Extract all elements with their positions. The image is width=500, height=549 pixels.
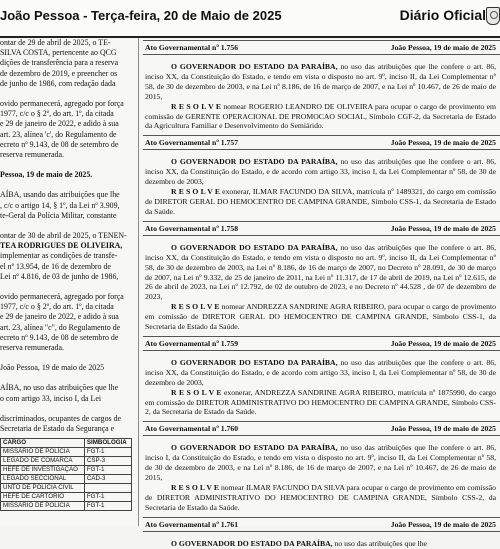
act-intro: O GOVERNADOR DO ESTADO DA PARAÍBA, no uso das atribuições que lhe confere o art. 86, inciso XX, da Constituição do Estado, e tendo em vista o disposto no art. 9º, inciso II, da Lei Complementar nº 58, de 30 de dezembro de 2003, na Lei nº 8.186, de 16 de março de 2007, no Decreto nº 28.091, de 30 de março de 2007, na Lei nº 9.332, de 25 de janeiro de 2011, na Lei nº 11.317, de 17 de abril de 2019, na Lei nº 12.615, de 26 de abril de 2023, na Lei nº 12.792, de 02 de outubro de 2023, e no Decreto nº 44.528 , de 07 de dezembro de 2023, <box>145 242 497 302</box>
table-header-cell: CARGO <box>1 439 85 448</box>
left-line: 1977, c/c o § 2º, do art. 1º, da citada <box>0 302 114 312</box>
left-signature: João Pessoa, 19 de maio de 2025 <box>0 363 105 373</box>
act-resolution <box>145 102 496 132</box>
act-intro: O GOVERNADOR DO ESTADO DA PARAÍBA, no uso das atribuições que lhe confere o art. 86, inciso XX, da Constituição do Estado, e de acordo com artigo 33, inciso I, da Lei Complementar nº 58, de 30 de dezembro de 2003, <box>145 157 497 187</box>
left-column <box>0 38 134 526</box>
act-1760 <box>143 421 500 512</box>
left-line: discriminados, ocupantes de cargos de <box>0 413 122 423</box>
left-line: , c/c o artigo 14, § 1º, da Lei nº 3.909, <box>0 200 120 210</box>
governor-keyword: O GOVERNADOR DO ESTADO DA PARAÍBA, <box>171 357 338 367</box>
act-date: João Pessoa, 19 de maio de 2025 <box>390 223 496 233</box>
left-line: Lei nº 4.816, de 03 de junho de 1986, <box>0 271 119 281</box>
left-line: reserva remunerada. <box>0 150 64 160</box>
act-number: Ato Governamental nº 1.758 <box>145 223 239 233</box>
act-header <box>143 221 500 236</box>
table-cell: FGT-1 <box>84 466 131 475</box>
left-line: te-Geral da Polícia Militar, constante <box>0 210 117 220</box>
table-row <box>1 448 132 457</box>
header-brand: Diário Oficial <box>399 7 486 23</box>
table-row <box>1 502 132 511</box>
table-row <box>1 493 132 502</box>
act-header <box>143 336 500 351</box>
right-column <box>143 40 500 548</box>
governor-keyword: O GOVERNADOR DO ESTADO DA PARAÍBA, <box>171 242 338 252</box>
act-date: João Pessoa, 19 de maio de 2025 <box>390 43 496 52</box>
resolve-text: nomear ROGERIO LEANDRO DE OLIVEIRA para ocupar o cargo de provimento em comissão de GERENTE OPERACIONAL DE PROMOCAO SOCIAL, Símbolo CGF-2, da Secretaria de Estado da Agricultura Familiar e Desenvolvimento do Semiárido. <box>145 101 496 131</box>
resolve-keyword: R E S O L V E <box>171 483 219 492</box>
act-body <box>145 157 496 216</box>
act-resolution <box>145 302 496 332</box>
act-1761 <box>143 517 500 549</box>
left-block-f <box>0 383 134 403</box>
resolve-keyword: R E S O L V E <box>171 101 221 111</box>
left-block-g <box>0 414 134 434</box>
header-date: João Pessoa - Terça-feira, 20 de Maio de 2025 <box>0 8 282 23</box>
page-header <box>0 0 500 38</box>
table-row <box>1 484 132 493</box>
left-line: 1977, c/c o § 2º, do art. 1º, da citada <box>0 109 114 119</box>
left-line: ecreto nº 9.143, de 08 de setembro de <box>0 139 119 149</box>
governor-keyword: O GOVERNADOR DO ESTADO DA PARAÍBA, <box>171 62 338 71</box>
left-line: de junho de 1986, com redação dada <box>0 78 116 88</box>
table-cell: HEFE DE CARTÓRIO <box>1 493 85 502</box>
resolve-keyword: R E S O L V E <box>171 302 220 312</box>
act-resolution <box>145 388 496 418</box>
table-cell: LEGADO SECCIONAL <box>1 475 85 484</box>
table-cell: LEGADO DE COMARCA <box>1 457 85 466</box>
act-1757 <box>143 135 500 216</box>
table-cell: FGT-1 <box>84 448 131 457</box>
act-date: João Pessoa, 19 de maio de 2025 <box>390 338 496 348</box>
column-divider <box>138 38 139 526</box>
left-line: e 29 de janeiro de 2022, e adido à sua <box>0 119 119 129</box>
act-body <box>145 443 496 512</box>
left-line: SILVA COSTA, pertencente ao QCG <box>0 48 117 58</box>
act-resolution <box>145 187 496 217</box>
governor-keyword: O GOVERNADOR DO ESTADO DA PARAÍBA, <box>171 443 338 453</box>
table-cell: HEFE DE INVESTIGAÇÃO <box>1 466 85 475</box>
left-line: ontar de 29 de abril de 2025, o TE- <box>0 38 111 47</box>
table-header-row <box>1 439 132 448</box>
act-1758 <box>143 221 500 332</box>
act-number: Ato Governamental nº 1.756 <box>145 43 239 52</box>
act-body <box>145 539 496 549</box>
act-1759 <box>143 336 500 417</box>
left-line: o com artigo 33, inciso I, da Lei <box>0 393 102 403</box>
resolve-text: nomear ANDREZZA SANDRINE AGRA RIBEIRO, para ocupar o cargo de provimento em comissão de DIRETOR GERAL DO HEMOCENTRO DE CAMPINA GRANDE, Símbolo CSS-1, da Secretaria de Estado da Saúde. <box>145 302 496 332</box>
act-date: João Pessoa, 19 de maio de 2025 <box>390 138 496 148</box>
resolve-text: nomear ILMAR FACUNDO DA SILVA para ocupar o cargo de provimento em comissão de DIRETOR ADMINISTRATIVO DO HEMOCENTRO DE CAMPINA GRANDE, Símbolo CSS-2, da Secretaria de Estado da Saúde. <box>145 483 496 512</box>
act-header <box>143 517 500 532</box>
table-cell: FGT-1 <box>84 493 131 502</box>
left-block-e <box>0 292 134 353</box>
act-body <box>145 62 496 131</box>
act-date: João Pessoa, 19 de maio de 2025 <box>390 424 496 434</box>
act-number: Ato Governamental nº 1.759 <box>145 338 239 348</box>
left-line: ontar de 30 de abril de 2025, o TENEN- <box>0 231 127 241</box>
resolve-text: exonerar, ANDREZZA SANDRINE AGRA RIBEIRO, matrícula nº 1875990, do cargo em comissão de DIRETOR ADMINISTRATIVO DO HEMOCENTRO DE CAMPINA GRANDE, Símbolo CSS-2, da Secretaria de Estado da Saúde. <box>145 387 496 417</box>
act-intro: O GOVERNADOR DO ESTADO DA PARAÍBA, no uso das atribuições que lhe confere o art. 86, inciso XX, da Constituição do Estado, e de acordo com artigo 33, inciso I, da Lei Complementar nº 58, de 30 de dezembro de 2003, <box>145 357 497 387</box>
act-number: Ato Governamental nº 1.760 <box>145 424 239 434</box>
left-line: ovido permanecerá, agregado por força <box>0 292 124 302</box>
table-header-cell: SIMBOLOGIA <box>84 439 131 448</box>
left-block-a <box>0 38 134 89</box>
table-cell: CAD-3 <box>84 475 131 484</box>
left-line: TEA RODRIGUES DE OLIVEIRA, <box>0 241 123 251</box>
governor-keyword: O GOVERNADOR DO ESTADO DA PARAÍBA, <box>171 538 333 548</box>
resolve-text: exonerar, ILMAR FACUNDO DA SILVA, matrícula nº 1489321, do cargo em comissão de DIRETOR GERAL DO HEMOCENTRO DE CAMPINA GRANDE, Símbolo CSS-1, da Secretaria de Estado da Saúde. <box>145 187 496 216</box>
table-row <box>1 457 132 466</box>
act-intro: O GOVERNADOR DO ESTADO DA PARAÍBA, no uso das atribuições que lhe confere o art. 86, inciso I, da Constituição do Estado, e tendo em vista o disposto no art. 9º, inciso II, da Lei Complementar nº 58, de 30 de dezembro de 2003, e na Lei nº 8.186, de 16 de março de 2007, e na Lei nº 10.467, de 26 de maio de 2015, <box>145 443 497 483</box>
left-line: de dezembro de 2019, e preencher os <box>0 68 118 78</box>
left-line: e 29 de janeiro de 2022, e adido à sua <box>0 312 119 322</box>
act-header <box>143 40 500 55</box>
act-header <box>143 421 500 436</box>
table-row <box>1 475 132 484</box>
table-cell: MISSÁRIO DE POLÍCIA <box>1 502 85 511</box>
left-line: dições de transferência para a reserva <box>0 58 119 68</box>
table-cell: UNTO DE POLÍCIA CIVIL <box>1 484 85 493</box>
left-line: AÍBA, usando das atribuições que lhe <box>0 190 120 200</box>
act-intro: O GOVERNADOR DO ESTADO DA PARAÍBA, no uso das atribuições que lhe <box>171 538 427 548</box>
left-line: reserva remunerada. <box>0 343 64 353</box>
left-signature: Pessoa, 19 de maio de 2025. <box>0 170 93 180</box>
act-number: Ato Governamental nº 1.757 <box>145 138 239 148</box>
act-header <box>143 135 500 150</box>
resolve-keyword: R E S O L V E <box>171 387 222 397</box>
act-resolution <box>145 483 496 513</box>
table-cell: CSP-3 <box>84 457 131 466</box>
act-intro: O GOVERNADOR DO ESTADO DA PARAÍBA, no uso das atribuições que lhe confere o art. 86, inciso XX, da Constituição do Estado, e tendo em vista o disposto no art. 9º, inciso II, da Lei Complementar nº 58, de 30 de dezembro de 2003, e na Lei nº 8.186, de 16 de março de 2007, e na Lei nº 10.467, de 26 de maio de 2015, <box>145 62 497 101</box>
left-line: art. 23, alínea "c", do Regulamento de <box>0 322 121 332</box>
act-number: Ato Governamental nº 1.761 <box>145 519 239 529</box>
act-body <box>145 243 496 332</box>
act-date: João Pessoa, 19 de maio de 2025 <box>390 519 496 529</box>
table-cell: FGT-1 <box>84 502 131 511</box>
act-body <box>145 358 496 417</box>
left-block-d <box>0 231 134 282</box>
resolve-keyword: R E S O L V E <box>171 187 220 197</box>
left-line: el nº 13.954, de 16 de dezembro de <box>0 261 111 271</box>
left-block-c <box>0 190 134 221</box>
state-emblem-icon <box>486 7 500 25</box>
left-line: Secretaria de Estado da Segurança e <box>0 424 115 434</box>
table-cell: MISSÁRIO DE POLÍCIA <box>1 448 85 457</box>
left-line: ecreto nº 9.143, de 08 de setembro de <box>0 332 119 342</box>
left-line: AÍBA, no uso das atribuições que lhe <box>0 383 119 393</box>
table-cell <box>84 484 131 493</box>
left-line: implementar as condições de transfe- <box>0 251 118 261</box>
table-row <box>1 466 132 475</box>
positions-table <box>0 438 132 511</box>
left-line: art. 23, alínea 'c', do Regulamento de <box>0 129 117 139</box>
act-1756 <box>143 40 500 131</box>
left-block-b <box>0 99 134 160</box>
governor-keyword: O GOVERNADOR DO ESTADO DA PARAÍBA, <box>171 157 338 167</box>
left-line: ovido permanecerá, agregado por força <box>0 99 124 109</box>
